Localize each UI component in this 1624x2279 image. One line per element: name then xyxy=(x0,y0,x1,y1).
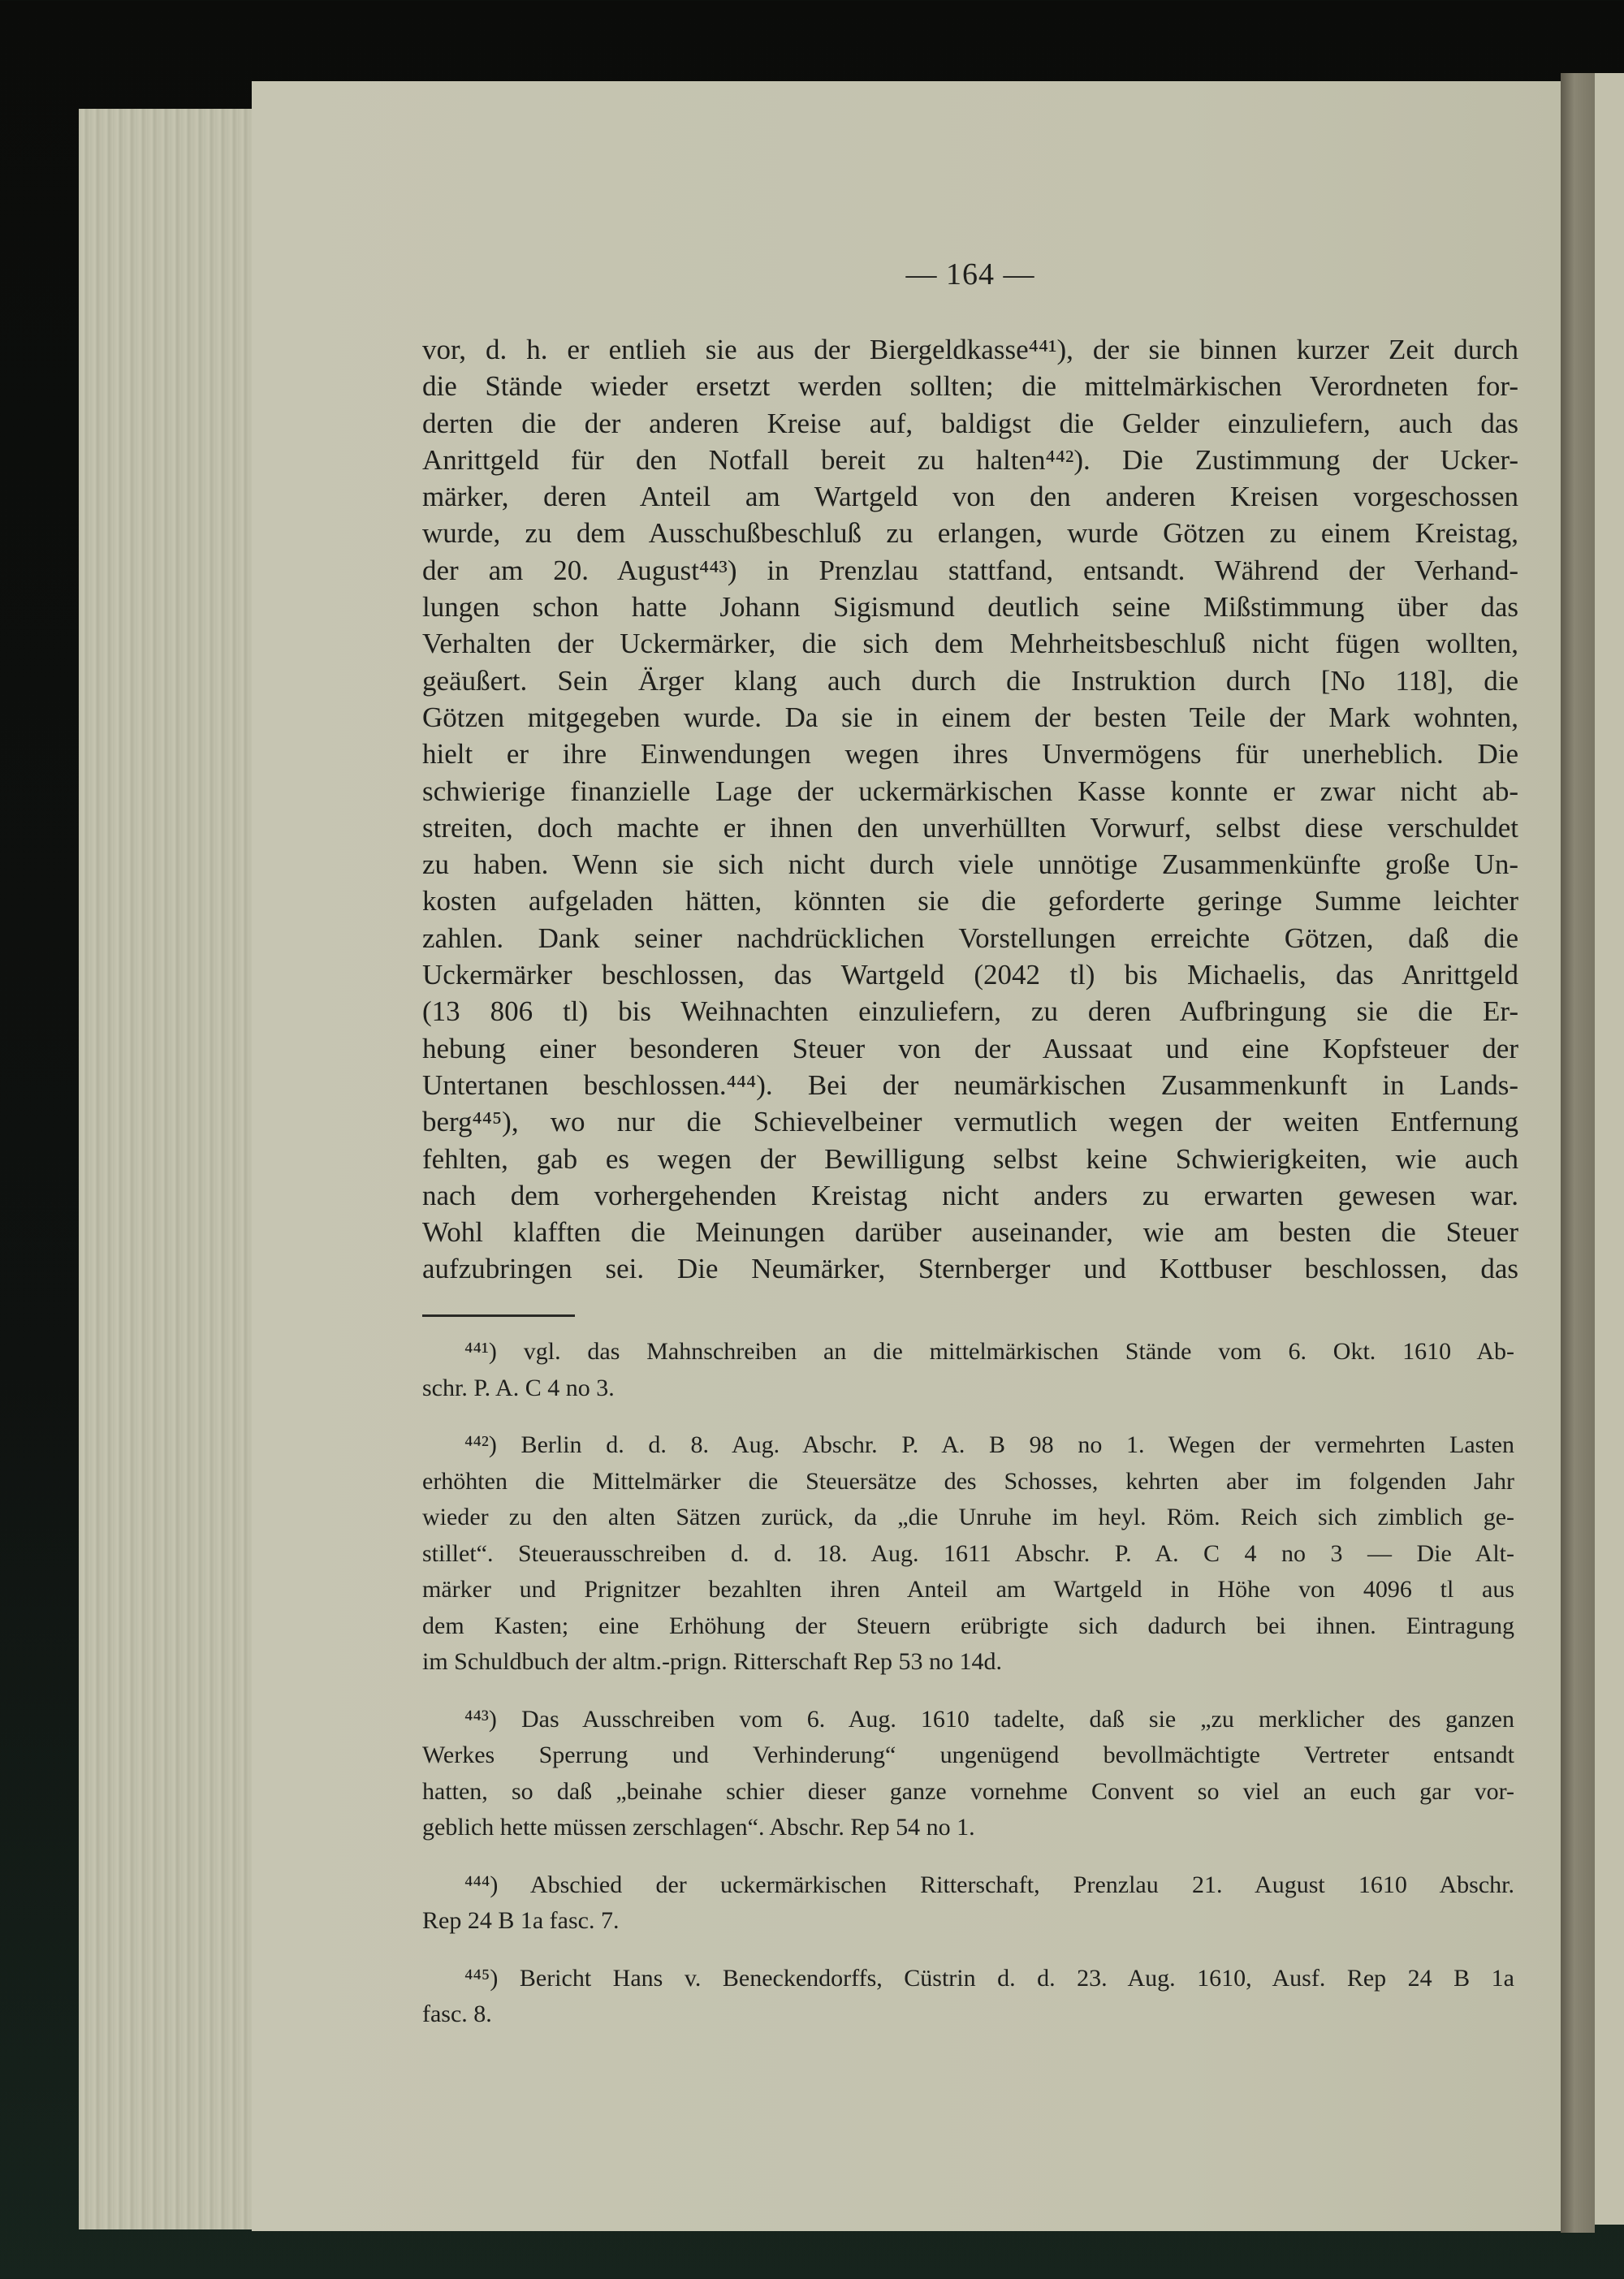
text-line: zu haben. Wenn sie sich nicht durch viele unnötige Zusammenkünfte große Un- xyxy=(422,848,1518,881)
footnote-line: schr. P. A. C 4 no 3. xyxy=(422,1374,615,1401)
text-line: nach dem vorhergehenden Kreistag nicht anders zu erwarten gewesen war. xyxy=(422,1179,1518,1211)
page-number: — 164 — xyxy=(905,257,1035,291)
footnote xyxy=(422,1334,1514,1406)
main-body-text xyxy=(422,331,1518,1288)
footnote-line: ⁴⁴¹) vgl. das Mahnschreiben an die mittelmärkischen Stände vom 6. Okt. 1610 Ab- xyxy=(464,1338,1514,1365)
text-line: schwierige finanzielle Lage der uckermärkischen Kasse konnte er zwar nicht ab- xyxy=(422,775,1518,807)
text-line: der am 20. August⁴⁴³) in Prenzlau stattfand, entsandt. Während der Verhand- xyxy=(422,554,1518,586)
text-line: lungen schon hatte Johann Sigismund deutlich seine Mißstimmung über das xyxy=(422,591,1518,624)
footnote xyxy=(422,1867,1514,1940)
footnote-line: erhöhten die Mittelmärker die Steuersätze des Schosses, kehrten aber im folgenden Jahr xyxy=(422,1467,1514,1495)
text-line: wurde, zu dem Ausschußbeschluß zu erlangen, wurde Götzen zu einem Kreistag, xyxy=(422,517,1518,550)
text-line: Untertanen beschlossen.⁴⁴⁴). Bei der neumärkischen Zusammenkunft in Lands- xyxy=(422,1068,1518,1101)
footnote-line: im Schuldbuch der altm.-prign. Ritterschaft Rep 53 no 14d. xyxy=(422,1648,1003,1675)
footnote-line: geblich hette müssen zerschlagen“. Abschr. Rep 54 no 1. xyxy=(422,1814,975,1841)
text-line: zahlen. Dank seiner nachdrücklichen Vorstellungen erreichte Götzen, daß die xyxy=(422,922,1518,954)
text-line: aufzubringen sei. Die Neumärker, Sternberger und Kottbuser beschlossen, das xyxy=(422,1253,1518,1285)
text-line: vor, d. h. er entlieh sie aus der Biergeldkasse⁴⁴¹), der sie binnen kurzer Zeit durch xyxy=(422,334,1518,365)
footnote-line: Rep 24 B 1a fasc. 7. xyxy=(422,1907,620,1934)
footnotes xyxy=(422,1334,1514,2054)
footnote-line: dem Kasten; eine Erhöhung der Steuern erübrigte sich dadurch bei ihnen. Eintragung xyxy=(422,1612,1514,1639)
book-gutter xyxy=(1561,73,1595,2233)
text-line: hebung einer besonderen Steuer von der Aussaat und eine Kopfsteuer der xyxy=(422,1032,1518,1064)
text-line: hielt er ihre Einwendungen wegen ihres Unvermögens für unerheblich. Die xyxy=(422,738,1518,770)
text-line: kosten aufgeladen hätten, könnten sie die geforderte geringe Summe leichter xyxy=(422,885,1518,917)
text-line: Verhalten der Uckermärker, die sich dem Mehrheitsbeschluß nicht fügen wollten, xyxy=(422,628,1518,660)
footnote xyxy=(422,1702,1514,1846)
text-line: geäußert. Sein Ärger klang auch durch die Instruktion durch [No 118], die xyxy=(422,664,1518,697)
footnote-line: hatten, so daß „beinahe schier dieser ganze vornehme Convent so viel an euch gar vor- xyxy=(422,1777,1514,1805)
text-line: berg⁴⁴⁵), wo nur die Schievelbeiner vermutlich wegen der weiten Entfernung xyxy=(422,1106,1518,1138)
footnote-line: fasc. 8. xyxy=(422,2001,492,2027)
footnote-line: märker und Prignitzer bezahlten ihren Anteil am Wartgeld in Höhe von 4096 tl aus xyxy=(422,1576,1514,1603)
footnote-line: ⁴⁴³) Das Ausschreiben vom 6. Aug. 1610 tadelte, daß sie „zu merklicher des ganzen xyxy=(464,1705,1514,1733)
footnote-line: wieder zu den alten Sätzen zurück, da „die Unruhe im heyl. Röm. Reich sich zimblich ge- xyxy=(422,1504,1514,1530)
text-line: (13 806 tl) bis Weihnachten einzuliefern, zu deren Aufbringung sie die Er- xyxy=(422,995,1518,1028)
text-line: märker, deren Anteil am Wartgeld von den anderen Kreisen vorgeschossen xyxy=(422,481,1518,513)
footnote-line: stillet“. Steuerausschreiben d. d. 18. Aug. 1611 Abschr. P. A. C 4 no 3 — Die Alt- xyxy=(422,1539,1514,1567)
text-line: Götzen mitgegeben wurde. Da sie in einem der besten Teile der Mark wohnten, xyxy=(422,701,1518,733)
page-edges-stack xyxy=(79,109,253,2229)
footnote-line: ⁴⁴⁵) Bericht Hans v. Beneckendorffs, Cüstrin d. d. 23. Aug. 1610, Ausf. Rep 24 B 1a xyxy=(464,1964,1514,1992)
text-line: Uckermärker beschlossen, das Wartgeld (2042 tl) bis Michaelis, das Anrittgeld xyxy=(422,959,1518,991)
footnote-line: ⁴⁴⁴) Abschied der uckermärkischen Ritterschaft, Prenzlau 21. August 1610 Abschr. xyxy=(464,1871,1514,1898)
text-line: die Stände wieder ersetzt werden sollten; die mittelmärkischen Verordneten for- xyxy=(422,370,1518,403)
text-line: Anrittgeld für den Notfall bereit zu halten⁴⁴²). Die Zustimmung der Ucker- xyxy=(422,443,1518,476)
footnote-line: ⁴⁴²) Berlin d. d. 8. Aug. Abschr. P. A. B 98 no 1. Wegen der vermehrten Lasten xyxy=(464,1431,1514,1458)
text-line: streiten, doch machte er ihnen den unverhüllten Vorwurf, selbst diese verschuldet xyxy=(422,811,1518,844)
footnote xyxy=(422,1961,1514,2033)
text-line: fehlten, gab es wegen der Bewilligung selbst keine Schwierigkeiten, wie auch xyxy=(422,1142,1518,1175)
footnote xyxy=(422,1427,1514,1681)
footnote-separator xyxy=(422,1314,575,1317)
text-line: derten die der anderen Kreise auf, baldigst die Gelder einzuliefern, auch das xyxy=(422,407,1518,439)
text-line: Wohl klafften die Meinungen darüber auseinander, wie am besten die Steuer xyxy=(422,1216,1518,1249)
footnote-line: Werkes Sperrung und Verhinderung“ ungenügend bevollmächtigte Vertreter entsandt xyxy=(422,1742,1514,1768)
facing-page-edge xyxy=(1595,73,1624,2225)
